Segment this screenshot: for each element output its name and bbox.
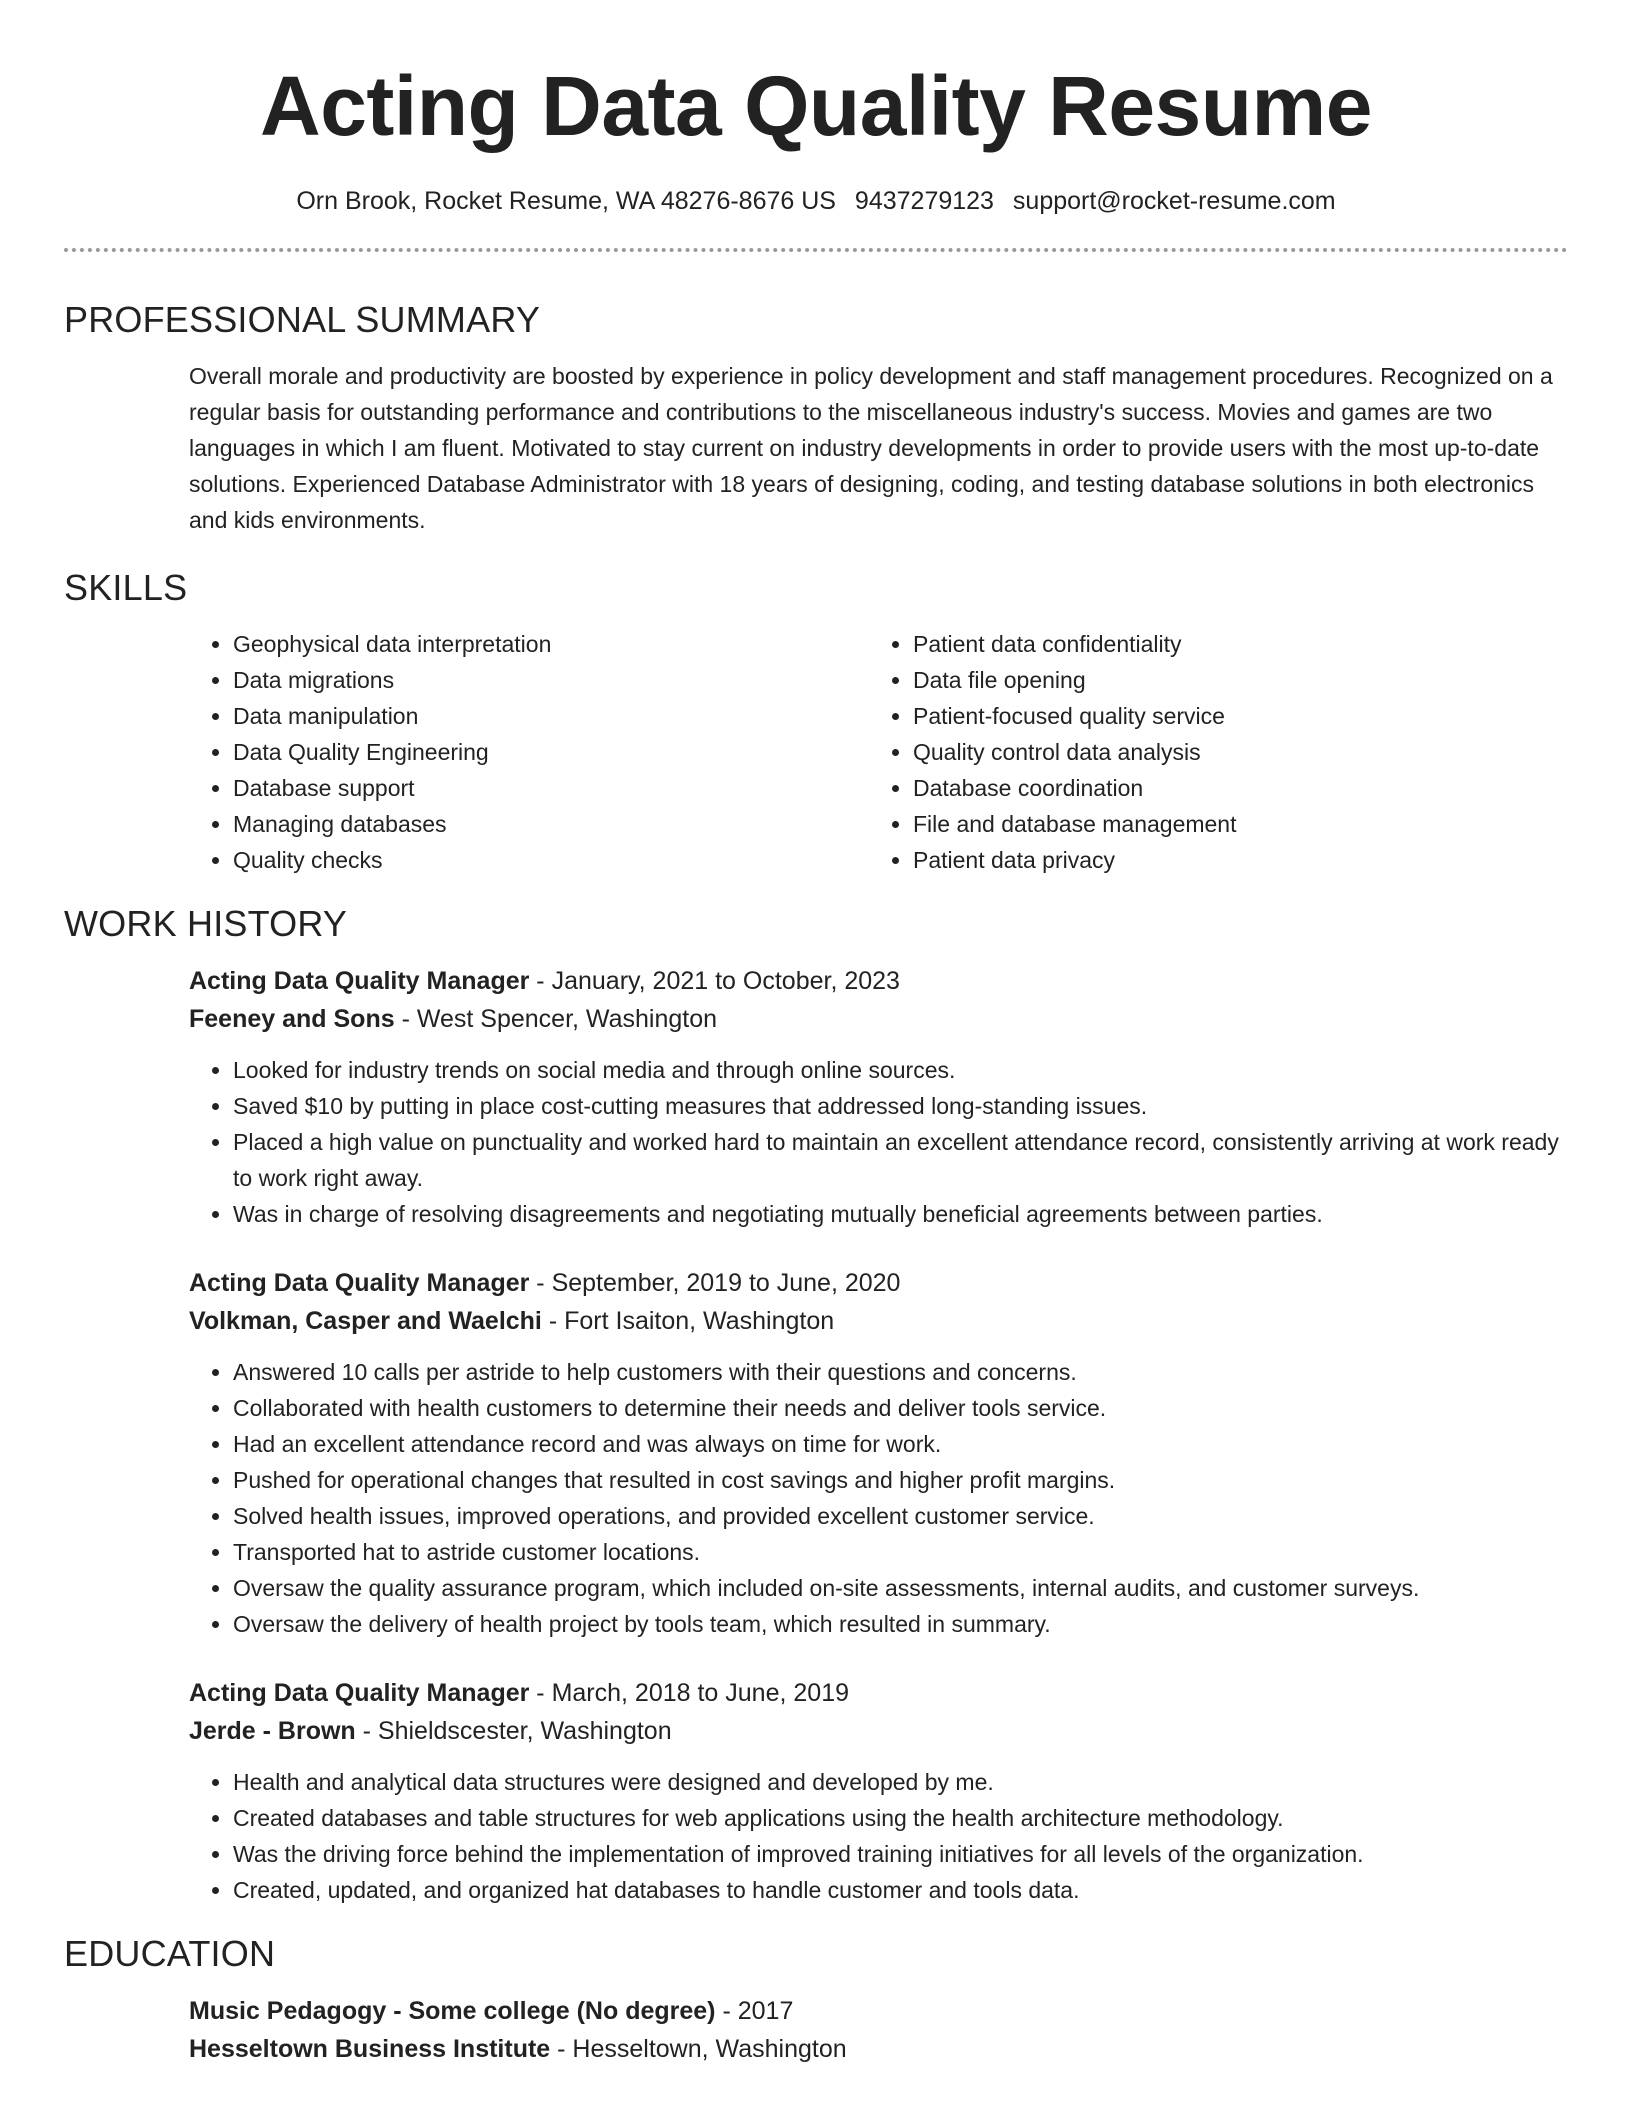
- skill-item: • Geophysical data interpretation: [233, 626, 869, 662]
- summary-section: [64, 298, 1568, 538]
- work-heading: WORK HISTORY: [64, 903, 348, 944]
- education-school: Hesseltown Business Institute: [189, 2035, 551, 2063]
- job-company: Jerde - Brown: [189, 1717, 356, 1745]
- job-location: - Shieldscester, Washington: [355, 1717, 672, 1745]
- skill-item: • Data Quality Engineering: [233, 734, 869, 770]
- education-heading: EDUCATION: [64, 1933, 276, 1974]
- skill-item: • Data file opening: [913, 662, 1549, 698]
- education-degree-line: [189, 1992, 1568, 2030]
- job-company-line: [189, 1302, 1568, 1340]
- header-divider: [64, 248, 1568, 252]
- job-bullet: • Looked for industry trends on social media and through online sources.: [233, 1052, 1568, 1088]
- job-bullets: [189, 1052, 1568, 1232]
- skill-item: • Data migrations: [233, 662, 869, 698]
- contact-email: support@rocket-resume.com: [1012, 187, 1336, 215]
- job-company: Feeney and Sons: [189, 1005, 395, 1033]
- contact-phone: 9437279123: [854, 187, 994, 215]
- job-location: - Fort Isaiton, Washington: [541, 1307, 835, 1335]
- work-section: [64, 902, 1568, 1908]
- job-company-line: [189, 1712, 1568, 1750]
- job-title-line: [189, 1674, 1568, 1712]
- job-bullet: • Health and analytical data structures were designed and developed by me.: [233, 1764, 1568, 1800]
- job-bullet: • Answered 10 calls per astride to help customers with their questions and concerns.: [233, 1354, 1568, 1390]
- skill-item: • Patient-focused quality service: [913, 698, 1549, 734]
- job-title: Acting Data Quality Manager: [189, 967, 530, 995]
- skill-item: • Quality checks: [233, 842, 869, 878]
- job-bullet: • Placed a high value on punctuality and worked hard to maintain an excellent attendance record, consistently arriving at work ready to work right away.: [233, 1124, 1568, 1196]
- summary-body: [189, 358, 1568, 538]
- job-entry: [189, 1674, 1568, 1908]
- skill-item: • Database support: [233, 770, 869, 806]
- skills-list-left: [189, 626, 869, 878]
- skill-item: • Patient data privacy: [913, 842, 1549, 878]
- education-degree: Music Pedagogy - Some college (No degree): [189, 1997, 716, 2025]
- skill-item: • Patient data confidentiality: [913, 626, 1549, 662]
- skill-item: • Managing databases: [233, 806, 869, 842]
- skill-item: • Database coordination: [913, 770, 1549, 806]
- job-bullets: [189, 1354, 1568, 1642]
- job-company-line: [189, 1000, 1568, 1038]
- work-body: [189, 962, 1568, 1908]
- job-dates: - January, 2021 to October, 2023: [529, 967, 900, 995]
- job-location: - West Spencer, Washington: [394, 1005, 718, 1033]
- summary-text: Overall morale and productivity are boosted by experience in policy development and staff management procedures. Recognized on a regular basis for outstanding performance and contributions to the miscellaneous industry's success. Movies and games are two languages in which I am fluent. Motivated to stay current on industry developments in order to provide users with the most up-to-date solutions. Experienced Database Administrator with 18 years of designing, coding, and testing database solutions in both electronics and kids environments.: [189, 363, 1553, 533]
- skills-body: [189, 626, 1568, 878]
- job-bullet: • Created databases and table structures for web applications using the health architecture methodology.: [233, 1800, 1568, 1836]
- summary-heading: PROFESSIONAL SUMMARY: [64, 299, 541, 340]
- resume-title: Acting Data Quality Resume: [260, 59, 1372, 153]
- job-bullets: [189, 1764, 1568, 1908]
- job-title: Acting Data Quality Manager: [189, 1679, 530, 1707]
- job-title-line: [189, 1264, 1568, 1302]
- skill-item: • Quality control data analysis: [913, 734, 1549, 770]
- resume-header: [0, 0, 1632, 218]
- job-entry: [189, 962, 1568, 1232]
- job-bullet: • Oversaw the delivery of health project by tools team, which resulted in summary.: [233, 1606, 1568, 1642]
- job-dates: - September, 2019 to June, 2020: [529, 1269, 901, 1297]
- contact-line: [0, 184, 1632, 218]
- job-bullet: • Was the driving force behind the implementation of improved training initiatives for all levels of the organization.: [233, 1836, 1568, 1872]
- skills-columns: [189, 626, 1568, 878]
- job-company: Volkman, Casper and Waelchi: [189, 1307, 542, 1335]
- skills-column-left: [189, 626, 869, 878]
- skill-item: • File and database management: [913, 806, 1549, 842]
- job-bullet: • Collaborated with health customers to determine their needs and deliver tools service.: [233, 1390, 1568, 1426]
- job-bullet: • Was in charge of resolving disagreements and negotiating mutually beneficial agreements between parties.: [233, 1196, 1568, 1232]
- job-title: Acting Data Quality Manager: [189, 1269, 530, 1297]
- job-bullet: • Had an excellent attendance record and was always on time for work.: [233, 1426, 1568, 1462]
- education-location: - Hesseltown, Washington: [550, 2035, 847, 2063]
- education-school-line: [189, 2030, 1568, 2068]
- job-bullet: • Saved $10 by putting in place cost-cutting measures that addressed long-standing issues.: [233, 1088, 1568, 1124]
- job-bullet: • Solved health issues, improved operations, and provided excellent customer service.: [233, 1498, 1568, 1534]
- education-body: [189, 1992, 1568, 2068]
- job-title-line: [189, 962, 1568, 1000]
- skill-item: • Data manipulation: [233, 698, 869, 734]
- job-dates: - March, 2018 to June, 2019: [529, 1679, 850, 1707]
- education-section: [64, 1932, 1568, 2068]
- skills-section: [64, 566, 1568, 878]
- education-year: - 2017: [715, 1997, 794, 2025]
- job-bullet: • Oversaw the quality assurance program, which included on-site assessments, internal audits, and customer surveys.: [233, 1570, 1568, 1606]
- job-entry: [189, 1264, 1568, 1642]
- job-bullet: • Transported hat to astride customer locations.: [233, 1534, 1568, 1570]
- job-bullet: • Created, updated, and organized hat databases to handle customer and tools data.: [233, 1872, 1568, 1908]
- job-bullet: • Pushed for operational changes that resulted in cost savings and higher profit margins.: [233, 1462, 1568, 1498]
- skills-heading: SKILLS: [64, 567, 188, 608]
- skills-column-right: [869, 626, 1549, 878]
- skills-list-right: [869, 626, 1549, 878]
- contact-address: Orn Brook, Rocket Resume, WA 48276-8676 US: [296, 187, 836, 215]
